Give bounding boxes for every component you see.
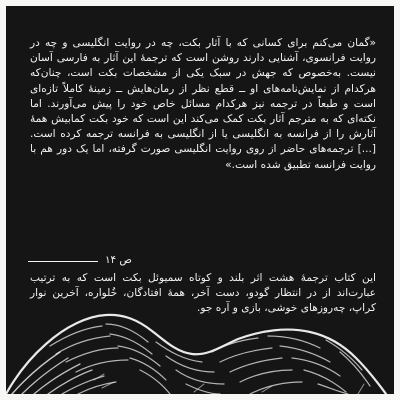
cover-panel bbox=[6, 6, 394, 394]
beckett-translation-quote: «گمان می‌کنم برای کسانی که با آثار بکت، چه در روایت انگلیسی و چه در روایت فرانسوی، آشنایی دارند روشن است که ترجمهٔ این آثار به فارسی آسان نیست. به‌خصوص که جهش در سبک یکی از مشخصات بکت است، چنان‌که هرکدام از نمایش‌نامه‌های او ــ قطع نظر از رمان‌هایش ــ زمینهٔ کاملاً تازه‌ای است و طبعاً در ترجمه نیز هرکدام مسائل خاص خود را پیش می‌آورند. اما نکته‌ای که به مترجم آثار بکت کمک می‌کند این است که خود بکت کمابیش همهٔ آثارش را از فرانسه به انگلیسی یا از انگلیسی به فرانسه ترجمه کرده است. [...] ترجمه‌های حاضر از روی روایت انگلیسی صورت گرفته، اما یک دور هم با روایت فرانسه تطبیق شده است.» bbox=[30, 37, 376, 171]
page-reference bbox=[28, 254, 132, 266]
page-reference-rule bbox=[28, 261, 98, 262]
page-reference-label: ص ۱۴ bbox=[104, 254, 132, 266]
book-description: این کتاب ترجمهٔ هشت اثر بلند و کوتاه سمیوئل بکت است که به ترتیب عبارت‌اند از در انتظار گودو، دست آخر، همهٔ افتادگان، خُلواره، آخرین نوار کراپ، چه‌روزهای خوشی، بازی و آره جو. bbox=[30, 272, 376, 315]
